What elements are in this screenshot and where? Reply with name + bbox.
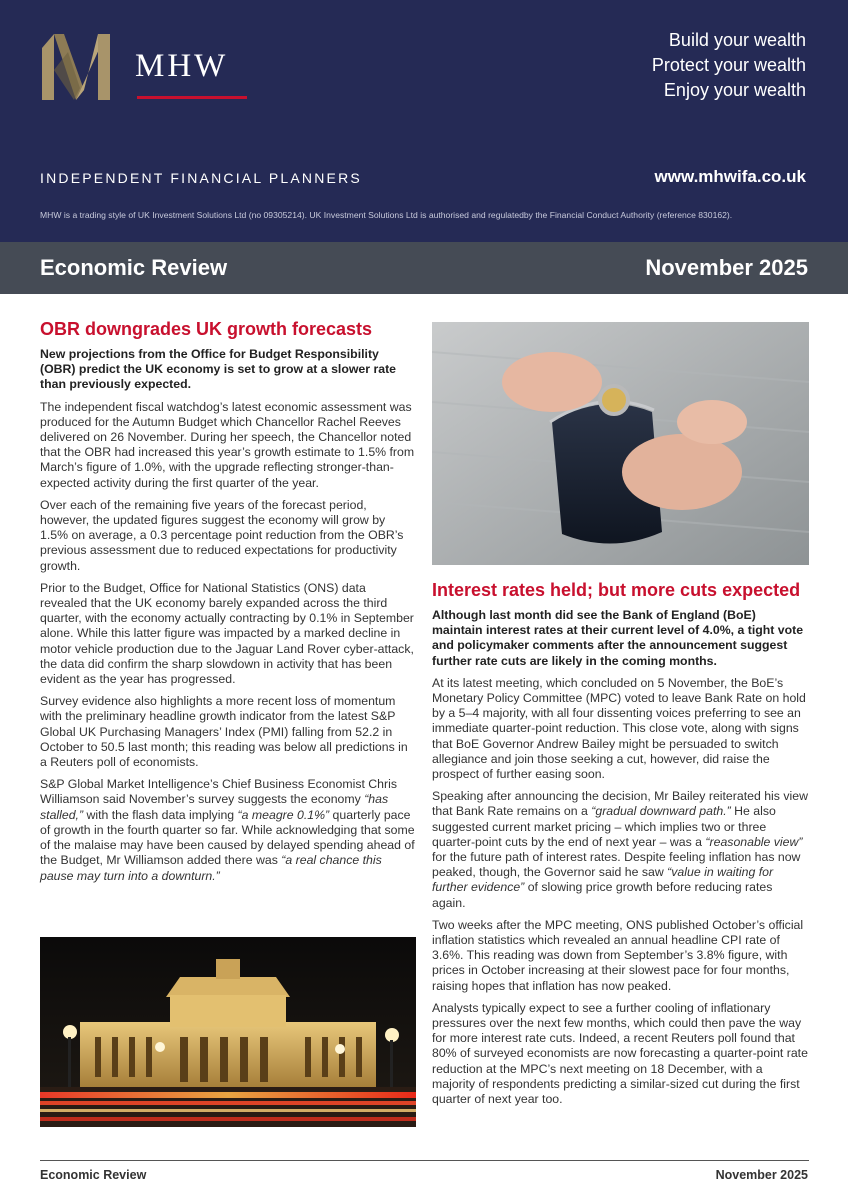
article-paragraph: S&P Global Market Intelligence’s Chief Business Economist Chris Williamson said November’s survey suggests the economy “has stalled,” with the flash data implying “a meagre 0.1%” quarterly pace of growth in the fourth quarter so far. While acknowledging that some of the malaise may have been caused by delayed spending ahead of the Budget, Mr Williamson added there was “a real chance this pause may turn into a downturn.” <box>40 777 415 883</box>
article-paragraph: Two weeks after the MPC meeting, ONS published October’s official inflation statistics which revealed an annual headline CPI rate of 3.6%. This reading was down from September’s 3.8% figure, with prices in October increasing at their slowest pace for four months, raising hopes that inflation has now peaked. <box>432 917 804 993</box>
logo-underline <box>137 96 247 99</box>
footer-title: Economic Review <box>40 1168 147 1182</box>
publication-date: November 2025 <box>645 255 808 280</box>
header-banner <box>0 0 848 242</box>
article-paragraph: The independent fiscal watchdog’s latest economic assessment was produced for the Autumn Budget which Chancellor Rachel Reeves delivered on 26 November. During her speech, the Chancellor noted that the OBR had increased this year’s growth estimate to 1.5% from March’s figure of 1.0%, with the upgrade reflecting stronger-than-expected activity during the first quarter of the year. <box>40 399 415 490</box>
article-paragraph: Speaking after announcing the decision, Mr Bailey reiterated his view that Bank Rate remains on a “gradual downward path.” He also suggested current market pricing – which implies two or three quarter-point cuts by the end of next year – was a “reasonable view” for the future path of interest rates. Despite feeling inflation has now peaked, though, the Governor said he saw “value in waiting for further evidence” of slowing price growth before reducing rates again. <box>432 789 808 910</box>
website-link[interactable]: www.mhwifa.co.uk <box>654 167 806 186</box>
tagline: INDEPENDENT FINANCIAL PLANNERS <box>40 170 362 186</box>
bank-of-england-photo <box>40 937 416 1127</box>
right-column <box>432 322 809 1114</box>
left-column <box>40 318 416 891</box>
article-headline: Interest rates held; but more cuts expected <box>432 580 801 600</box>
article-headline: OBR downgrades UK growth forecasts <box>40 319 373 339</box>
slogan-line: Build your wealth <box>668 30 806 50</box>
article-lead: New projections from the Office for Budget Responsibility (OBR) predict the UK economy is set to grow at a slower rate than previously expected. <box>40 347 396 392</box>
footer-divider <box>40 1160 809 1161</box>
logo-wordmark: MHW <box>135 48 229 84</box>
footer-date: November 2025 <box>715 1168 808 1182</box>
article-paragraph: Prior to the Budget, Office for National Statistics (ONS) data revealed that the UK economy barely expanded across the third quarter, with the economy actually contracting by 0.1% in September alone. While this latter figure was impacted by a marked decline in motor vehicle production due to the Jaguar Land Rover cyber-attack, the data did confirm the sharp slowdown in activity that has been evident as the year has progressed. <box>40 580 414 687</box>
purse-coin-photo <box>432 322 809 565</box>
article-paragraph: Analysts typically expect to see a further cooling of inflationary pressures over the next few months, which could then pave the way for more interest rate cuts. Indeed, a recent Reuters poll found that 80% of surveyed economists are now forecasting a quarter-point rate reduction at the MPC’s next meeting on 18 December, with a majority of respondents predicting a similar-sized cut during the first quarter of next year too. <box>432 1000 808 1107</box>
article-paragraph: Survey evidence also highlights a more recent loss of momentum with the preliminary headline growth indicator from the latest S&P Global UK Purchasing Managers’ Index (PMI) falling from 52.2 in October to 50.5 last month; this reading was below all predictions in a Reuters poll of economists. <box>40 694 408 770</box>
article-paragraph: At its latest meeting, which concluded on 5 November, the BoE’s Monetary Policy Committee (MPC) voted to leave Bank Rate on hold by a 5–4 majority, with all four dissenting voices preferring to see an immediate quarter-point reduction. This close vote, along with signs that BoE Governor Andrew Bailey might be persuaded to switch allegiance and join those seeking a cut, however, did raise the prospect of further easing soon. <box>432 675 806 782</box>
slogan-line: Protect your wealth <box>651 55 806 75</box>
publication-title: Economic Review <box>40 255 228 280</box>
slogan-line: Enjoy your wealth <box>663 80 806 100</box>
mhw-logo-icon <box>40 30 112 102</box>
article-paragraph: Over each of the remaining five years of the forecast period, however, the updated figures suggest the economy will grow by 1.5% on average, a 0.3 percentage point reduction from the OBR’s previous assessment due to reduced expectations for productivity growth. <box>40 497 404 573</box>
article-lead: Although last month did see the Bank of England (BoE) maintain interest rates at their current level of 4.0%, a tight vote and policymaker comments after the announcement suggest further rate cuts are likely in the coming months. <box>432 608 804 668</box>
title-bar <box>0 242 848 294</box>
regulatory-disclaimer: MHW is a trading style of UK Investment Solutions Ltd (no 09305214). UK Investment Solutions Ltd is authorised and regulatedby the Financial Conduct Authority (reference 830162). <box>40 210 733 220</box>
slogan-block <box>652 28 806 103</box>
